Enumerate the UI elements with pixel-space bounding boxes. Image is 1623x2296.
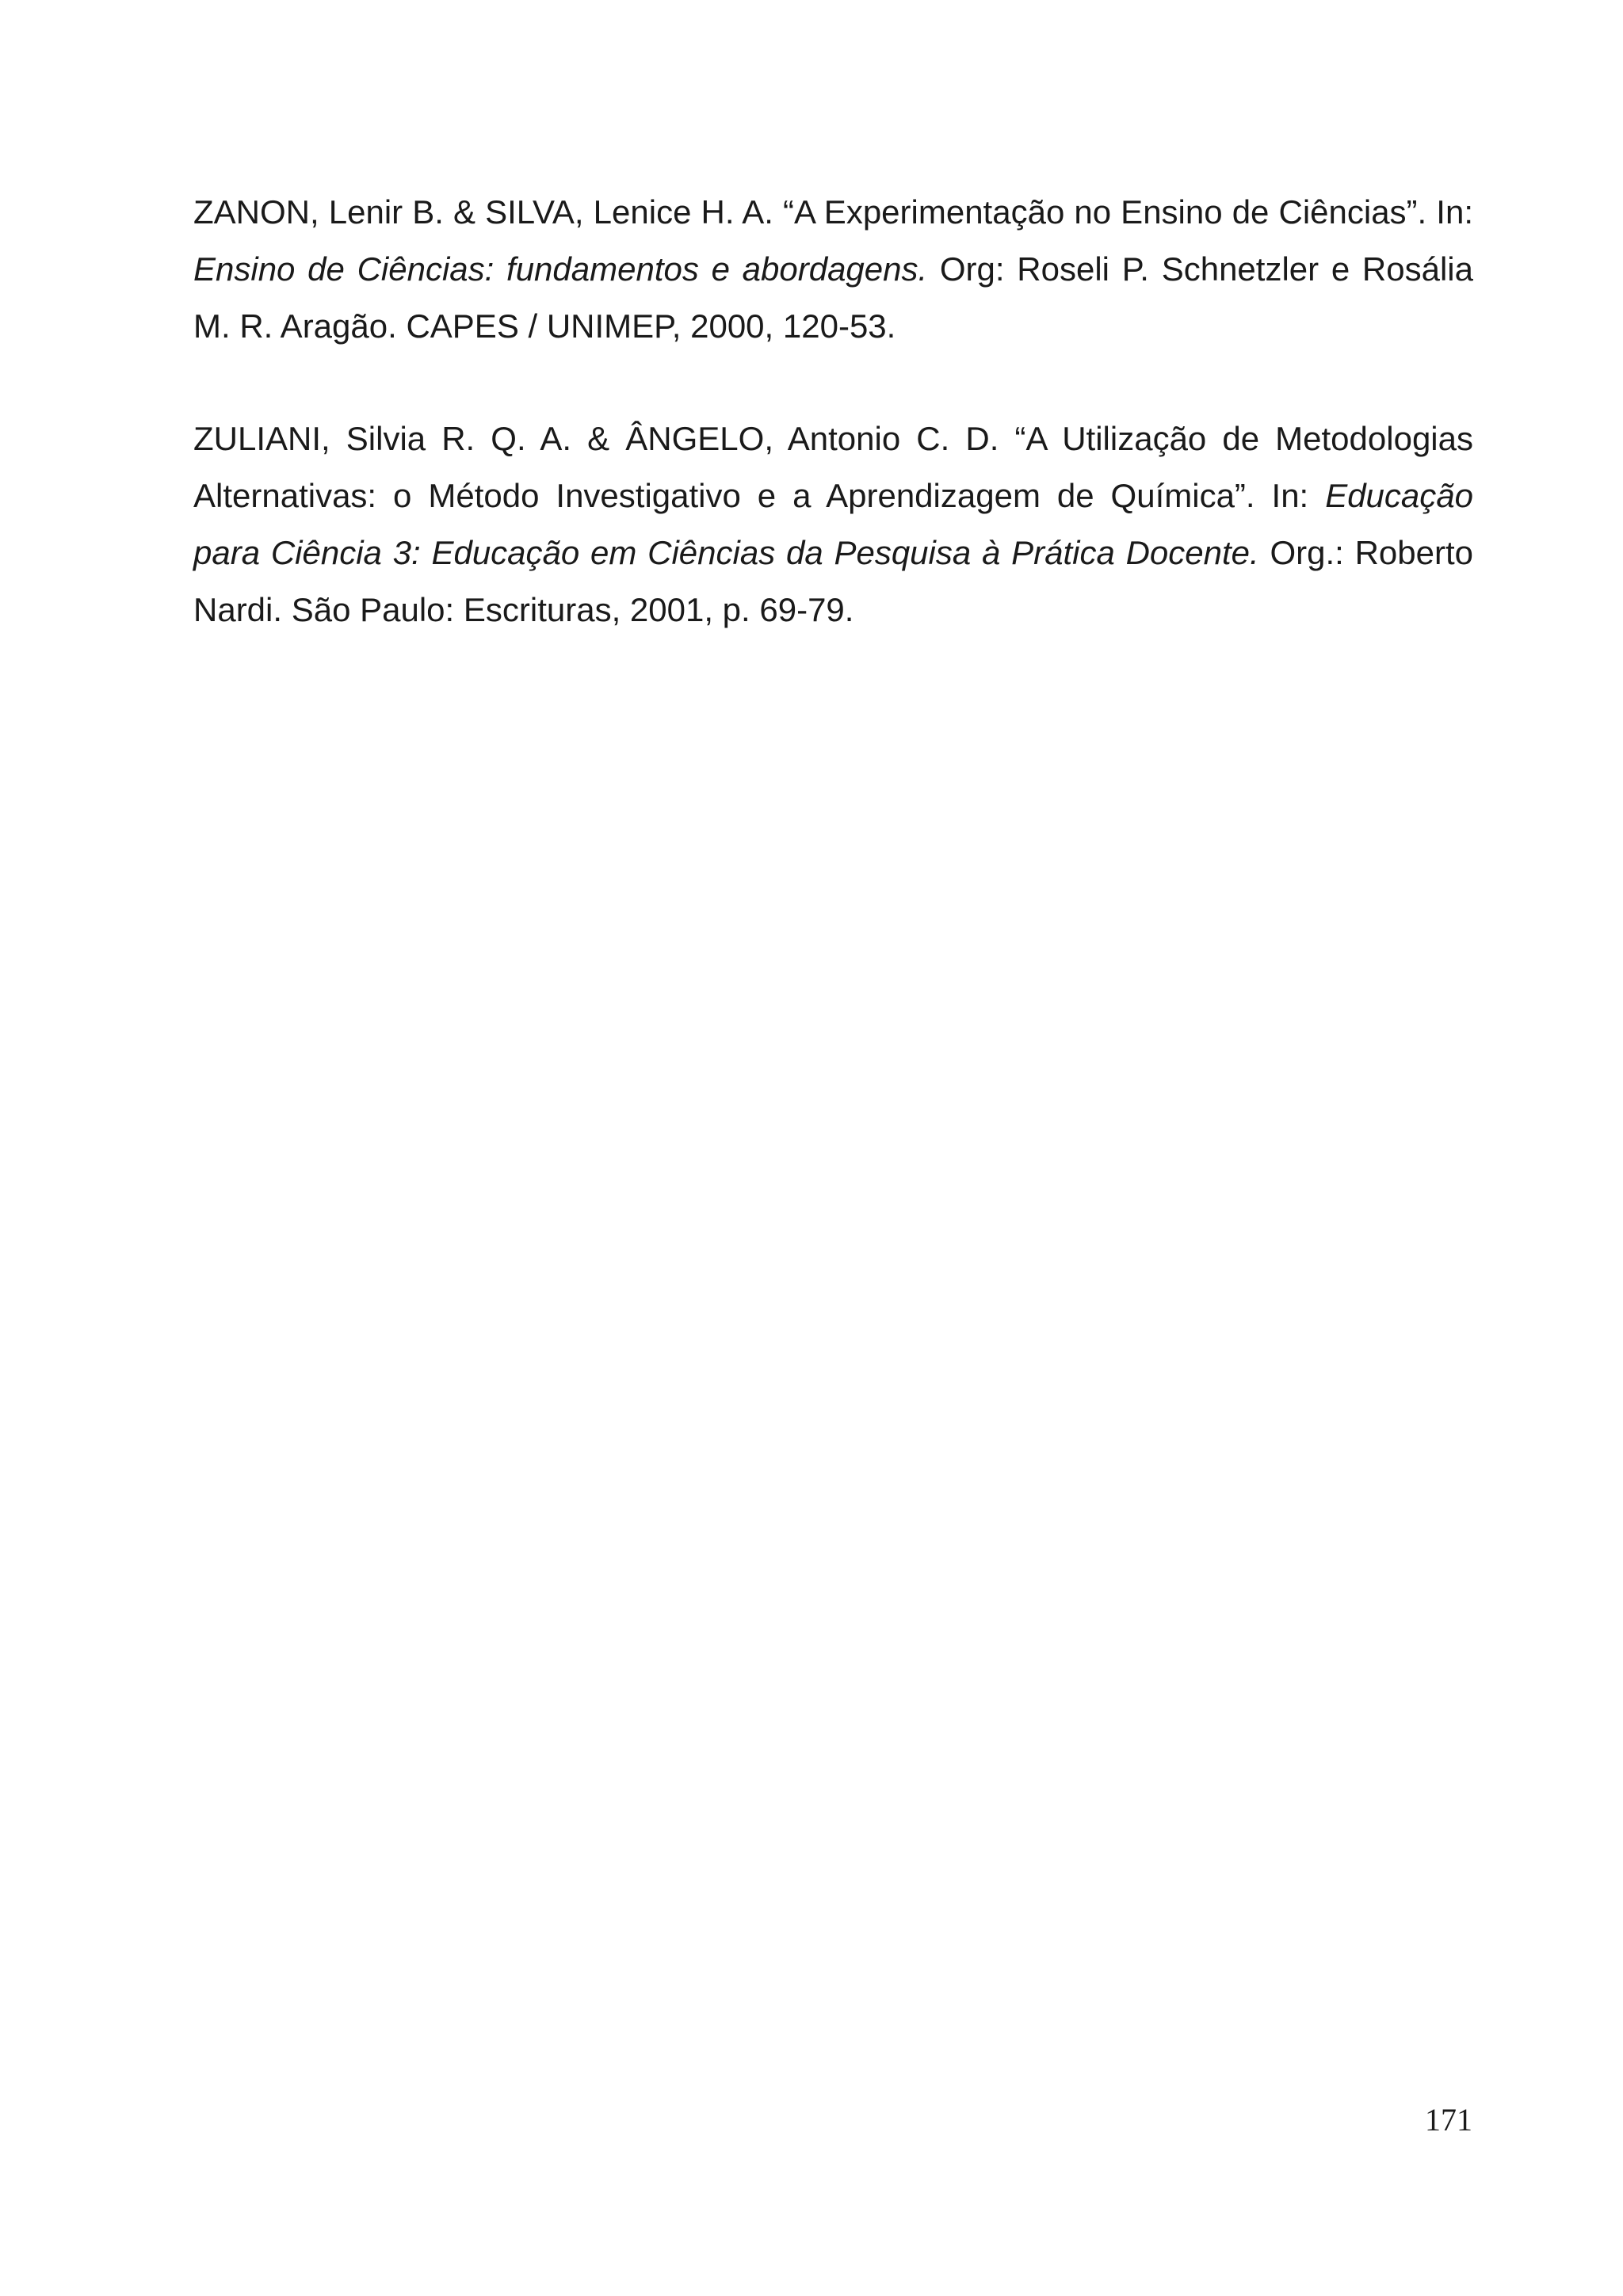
reference-entry-zanon <box>193 184 1473 355</box>
reference-text: ZULIANI, Silvia R. Q. A. & ÂNGELO, Antonio C. D. “A Utilização de Metodologias Alternativas: o Método Investigativo e a Aprendizagem de Química”. In: <box>193 420 1473 514</box>
reference-title-italic: Educação para Ciência 3: Educação em Ciências da Pesquisa à Prática Docente. <box>193 477 1473 571</box>
reference-entry-zuliani <box>193 410 1473 639</box>
reference-text: ZANON, Lenir B. & SILVA, Lenice H. A. “A Experimentação no Ensino de Ciências”. In: <box>193 193 1473 231</box>
page-number: 171 <box>1425 2102 1472 2138</box>
reference-text: Org.: Roberto Nardi. São Paulo: Escrituras, 2001, p. 69-79. <box>193 534 1474 628</box>
reference-text: Org: Roseli P. Schnetzler e Rosália M. R. Aragão. CAPES / UNIMEP, 2000, 120-53. <box>193 250 1473 345</box>
reference-title-italic: Ensino de Ciências: fundamentos e abordagens. <box>193 250 928 288</box>
reference-list <box>193 184 1473 694</box>
